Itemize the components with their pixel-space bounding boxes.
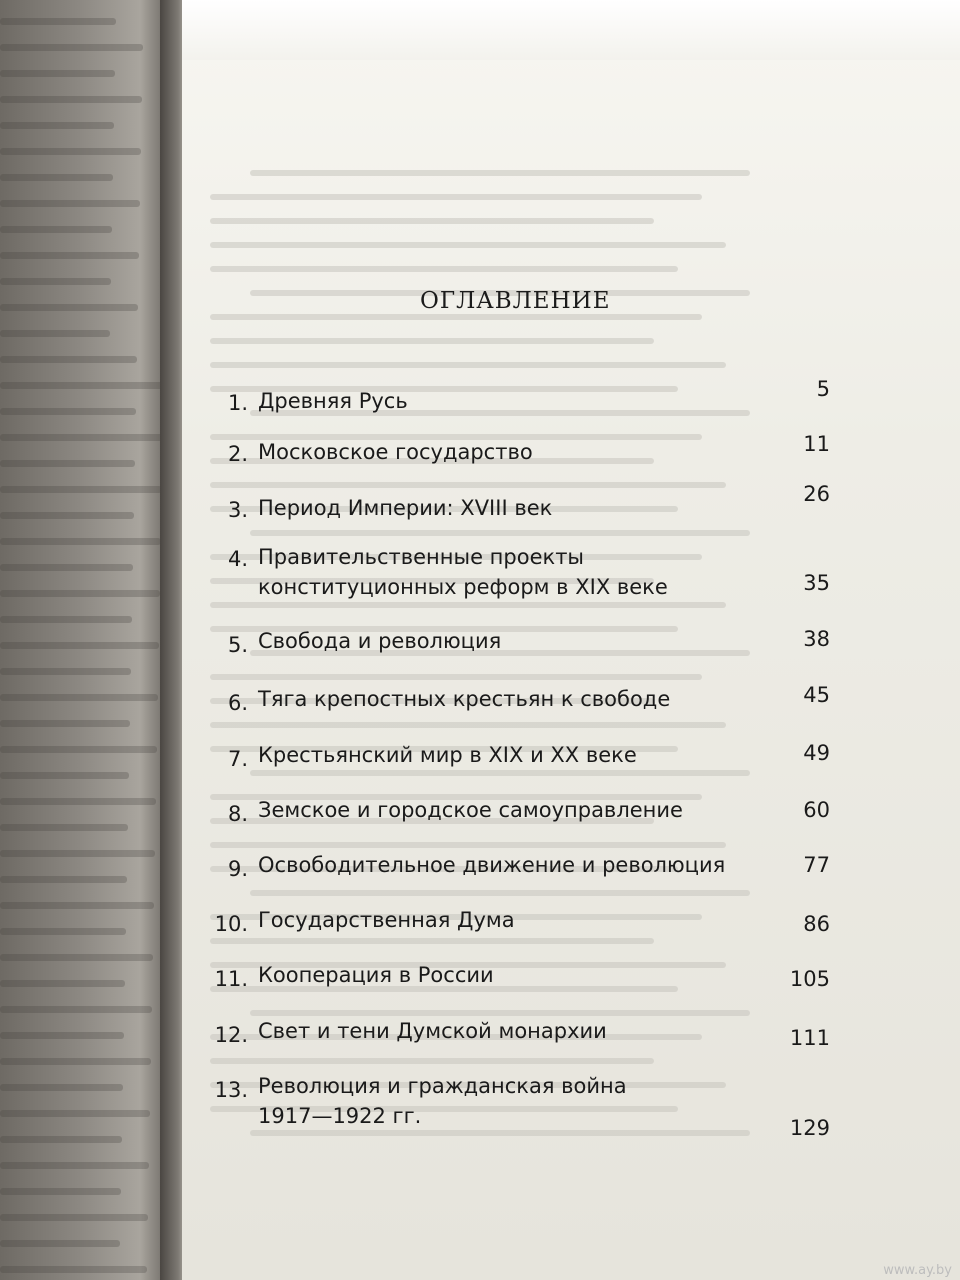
entry-title: Тяга крепостных крестьян к свободе	[258, 687, 671, 711]
entry-page: 45	[803, 683, 830, 707]
entry-page: 5	[816, 377, 830, 401]
entry-number: 6.	[227, 691, 248, 715]
entry-title: Свобода и революция	[258, 629, 502, 653]
entry-number: 8.	[227, 802, 248, 826]
entry-title: Земское и городское самоуправление	[258, 798, 683, 822]
entry-page: 38	[803, 627, 830, 651]
entry-number: 5.	[227, 633, 248, 657]
entry-title: Московское государство	[258, 440, 533, 464]
entry-number: 2.	[227, 442, 248, 466]
entry-number: 12.	[214, 1023, 248, 1047]
entry-title: Освободительное движение и революция	[258, 853, 726, 877]
entry-number: 13.	[214, 1078, 248, 1102]
entry-title: Крестьянский мир в XIX и XX веке	[258, 743, 637, 767]
entry-title-continued: 1917—1922 гг.	[258, 1104, 422, 1128]
entry-title: Революция и гражданская война	[258, 1074, 627, 1098]
toc-heading: ОГЛАВЛЕНИЕ	[420, 288, 611, 314]
entry-title: Период Империи: XVIII век	[258, 496, 553, 520]
entry-page: 77	[803, 853, 830, 877]
entry-page: 111	[789, 1026, 830, 1050]
entry-page: 26	[803, 482, 830, 506]
entry-number: 1.	[227, 391, 248, 415]
entry-page: 105	[789, 967, 830, 991]
entry-page: 60	[803, 798, 830, 822]
entry-number: 9.	[227, 857, 248, 881]
entry-number: 10.	[214, 912, 248, 936]
entry-page: 49	[803, 741, 830, 765]
entry-number: 7.	[227, 747, 248, 771]
entry-number: 4.	[227, 547, 248, 571]
entry-number: 11.	[214, 967, 248, 991]
entry-page: 129	[789, 1116, 830, 1140]
watermark: www.ay.by	[883, 1263, 952, 1278]
entry-title: Свет и тени Думской монархии	[258, 1019, 607, 1043]
entry-title: Кооперация в России	[258, 963, 494, 987]
entry-page: 11	[803, 432, 830, 456]
entry-number: 3.	[227, 498, 248, 522]
entry-title: Правительственные проекты	[258, 545, 585, 569]
entry-title: Древняя Русь	[258, 389, 408, 413]
entry-page: 86	[803, 912, 830, 936]
entry-title: Государственная Дума	[258, 908, 515, 932]
entry-page: 35	[803, 571, 830, 595]
entry-title-continued: конституционных реформ в XIX веке	[258, 575, 668, 599]
